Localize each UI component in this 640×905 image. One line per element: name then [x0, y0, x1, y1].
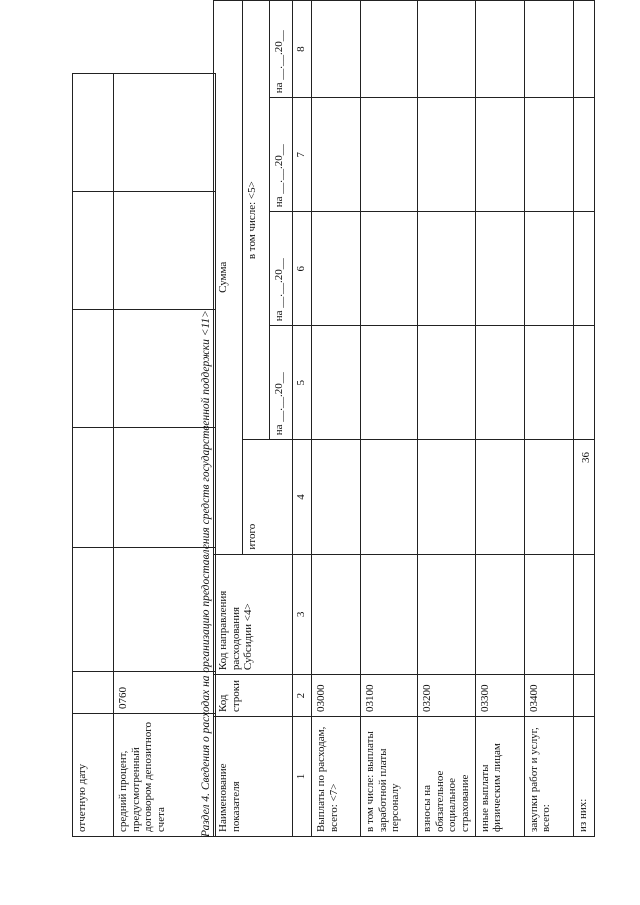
row-name: в том числе: выплаты заработной платы персоналу: [361, 717, 418, 837]
column-number: 3: [293, 554, 312, 675]
empty-cell: [312, 98, 361, 212]
row-code: 03000: [312, 675, 361, 717]
row-code: [73, 672, 114, 714]
empty-cell: [73, 428, 114, 548]
header-total: итого: [243, 440, 293, 554]
row-name: взносы на обязательное социальное страхование: [418, 717, 476, 837]
empty-cell: [418, 326, 476, 440]
column-number: 4: [293, 440, 312, 554]
header-sum: Сумма: [214, 1, 243, 555]
empty-cell: [73, 310, 114, 428]
table-row: [418, 1, 476, 837]
empty-cell: [573, 440, 594, 554]
empty-cell: [312, 554, 361, 675]
empty-cell: [361, 212, 418, 326]
empty-cell: [524, 554, 573, 675]
row-name: из них:: [573, 717, 594, 837]
table-row: [312, 1, 361, 837]
empty-cell: [475, 212, 524, 326]
header-row: [214, 1, 243, 837]
table-row: [573, 1, 594, 837]
row-code: 03100: [361, 675, 418, 717]
empty-cell: [524, 440, 573, 554]
header-direction: Код направления расходования Субсидии <4>: [214, 554, 293, 675]
empty-cell: [573, 98, 594, 212]
empty-cell: [418, 1, 476, 98]
table-row: [361, 1, 418, 837]
empty-cell: [361, 326, 418, 440]
row-name: отчетную дату: [73, 714, 114, 837]
empty-cell: [524, 1, 573, 98]
column-number: 6: [293, 212, 312, 326]
empty-cell: [361, 1, 418, 98]
row-code: 03400: [524, 675, 573, 717]
empty-cell: [73, 192, 114, 310]
row-code: 0760: [114, 672, 216, 714]
empty-cell: [573, 1, 594, 98]
expenses-table: [213, 0, 595, 837]
column-number: 7: [293, 98, 312, 212]
section-title: Раздел 4. Сведения о расходах на организацию предоставления средств государственной поддержки <11>: [200, 310, 212, 837]
table-row: [73, 74, 114, 837]
table-row: [524, 1, 573, 837]
row-name: закупки работ и услуг, всего:: [524, 717, 573, 837]
header-incl: в том числе: <5>: [243, 1, 270, 440]
empty-cell: [573, 326, 594, 440]
row-code: 03200: [418, 675, 476, 717]
empty-cell: [524, 212, 573, 326]
empty-cell: [312, 1, 361, 98]
row-code: [573, 675, 594, 717]
empty-cell: [418, 98, 476, 212]
header-period: на __.__.20__: [270, 1, 293, 98]
empty-cell: [418, 212, 476, 326]
empty-cell: [475, 440, 524, 554]
empty-cell: [475, 1, 524, 98]
empty-cell: [361, 98, 418, 212]
empty-cell: [573, 212, 594, 326]
empty-cell: [524, 98, 573, 212]
empty-cell: [475, 98, 524, 212]
row-name: иные выплаты физическим лицам: [475, 717, 524, 837]
header-period: на __.__.20__: [270, 212, 293, 326]
row-name: Выплаты по расходам, всего: <7>: [312, 717, 361, 837]
table-row: [475, 1, 524, 837]
header-code: Код строки: [214, 675, 293, 717]
header-period: на __.__.20__: [270, 98, 293, 212]
empty-cell: [361, 554, 418, 675]
empty-cell: [73, 74, 114, 192]
column-number: 2: [293, 675, 312, 717]
empty-cell: [312, 326, 361, 440]
header-name: Наименование показателя: [214, 717, 293, 837]
empty-cell: [418, 440, 476, 554]
empty-cell: [312, 212, 361, 326]
header-period: на __.__.20__: [270, 326, 293, 440]
empty-cell: [475, 554, 524, 675]
page-number: 36: [580, 452, 592, 463]
empty-cell: [573, 554, 594, 675]
row-name: средний процент, предусмотренный договором депозитного счета: [114, 714, 216, 837]
column-number: 5: [293, 326, 312, 440]
top-table: [72, 73, 216, 837]
column-number: 1: [293, 717, 312, 837]
column-numbers-row: [293, 1, 312, 837]
row-code: 03300: [475, 675, 524, 717]
empty-cell: [524, 326, 573, 440]
empty-cell: [475, 326, 524, 440]
empty-cell: [418, 554, 476, 675]
empty-cell: [73, 548, 114, 672]
empty-cell: [312, 440, 361, 554]
column-number: 8: [293, 1, 312, 98]
empty-cell: [361, 440, 418, 554]
